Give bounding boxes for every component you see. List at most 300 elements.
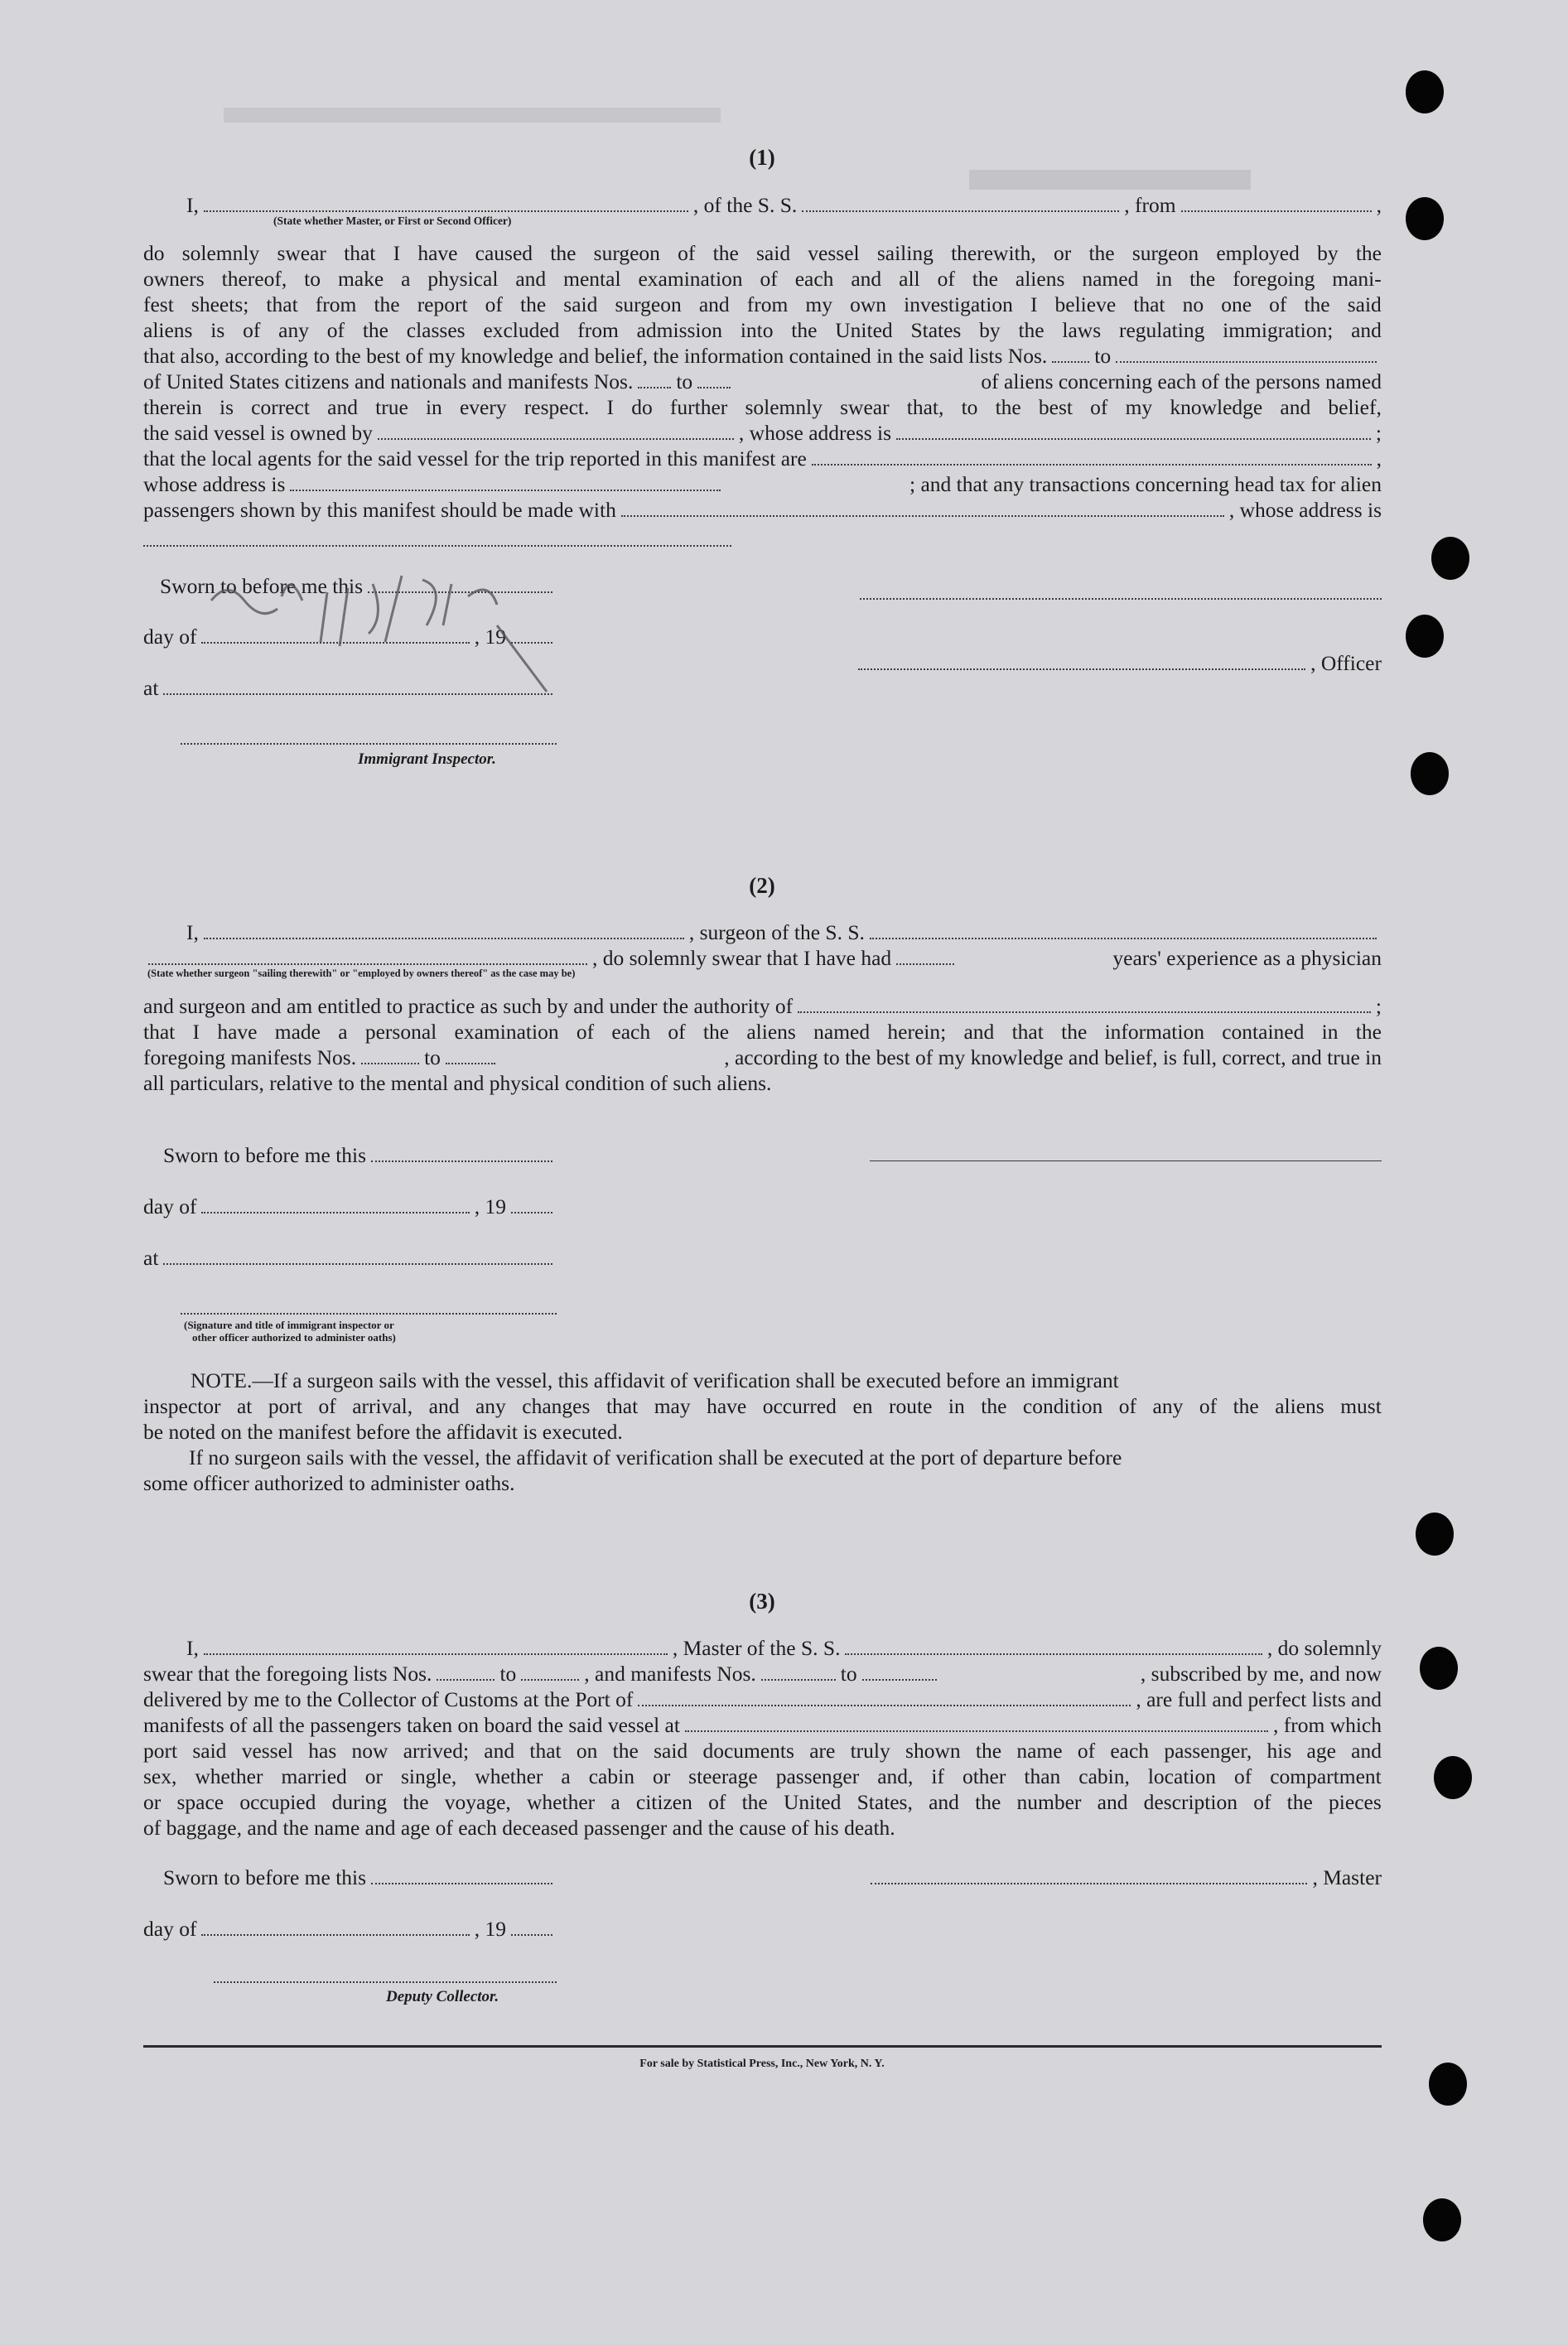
vessel-name-blank[interactable] [802,210,1119,212]
text: I, [186,920,199,944]
punch-hole [1423,2198,1461,2241]
punch-hole [1406,615,1444,658]
handwritten-signature [203,551,592,717]
text: , of the S. S. [692,193,798,217]
word: do [143,241,165,265]
word: of [937,267,955,291]
section-2-number: (2) [749,873,775,898]
word: excluded [483,318,560,342]
text: Sworn to before me this [160,574,364,598]
word: now [351,1739,388,1763]
word: the [1189,267,1216,291]
s3-sworn-date-blank[interactable] [371,1883,552,1884]
officer-signature-blank[interactable] [858,668,1305,670]
text: , from which [1272,1713,1382,1737]
word: contained [1222,1020,1305,1044]
word: of [576,1020,595,1044]
bleed-through-shadow [969,170,1251,190]
word: of [485,292,503,316]
word: from [577,318,619,342]
text: , 19 [474,1917,506,1941]
section-3-body-line [143,1764,1382,1789]
word: en [852,1394,873,1418]
word: vessel [808,241,860,265]
word: age [1306,1739,1336,1763]
word: surgeon [593,241,660,265]
surgeon-vessel-blank[interactable] [870,938,1377,939]
text: , subscribed by me, and now [1140,1662,1382,1686]
word: swear [277,241,326,265]
word: is [219,395,234,419]
word: on [576,1739,598,1763]
word: in [1321,1020,1339,1044]
word: physical [427,267,499,291]
inspector-signature-line[interactable] [181,743,557,745]
word: aliens [1275,1394,1324,1418]
word: steerage [688,1764,758,1788]
word: into [740,318,774,342]
section-1-officer [853,650,1382,676]
text: swear that the foregoing lists Nos. [143,1662,432,1686]
word: laws [1062,318,1102,342]
word: the [702,1020,730,1044]
section-2-line-5 [143,1045,1382,1070]
s3-vessel-name-blank[interactable] [845,1653,1262,1655]
signature-caption-line-2: other officer authorized to administer oaths) [192,1331,396,1344]
text: manifests of all the passengers taken on board the said vessel at [143,1713,680,1737]
word: I [1030,292,1038,316]
word: aliens [1015,267,1065,291]
word: no [1182,292,1204,316]
word: of [1118,1394,1136,1418]
word: each [611,1020,651,1044]
text: ; [1375,421,1382,445]
section-3-line-1 [186,1635,1382,1661]
word: immigration; [1223,318,1334,342]
word: vessel [241,1739,294,1763]
word: and, [877,1764,914,1788]
word: cabin [588,1764,634,1788]
word: the [975,1739,1002,1763]
surgeon-status-blank[interactable] [148,963,587,965]
s2-sworn-date-blank[interactable] [371,1160,552,1162]
word: or [1053,241,1072,265]
word: each [794,267,834,291]
word: sex, [143,1764,177,1788]
word: from [315,292,357,316]
word: that [344,241,376,265]
text: , [1376,446,1382,470]
word: occupied [239,1790,316,1814]
word: from [746,292,789,316]
section-1-number: (1) [749,145,775,170]
punch-hole [1411,752,1449,795]
master-name-blank[interactable] [204,210,688,212]
from-port-blank[interactable] [1181,210,1372,212]
word: and [515,267,547,291]
word: documents [702,1739,794,1763]
word: truly [850,1739,890,1763]
head-tax-contact-blank[interactable] [621,515,1224,517]
word: passenger [775,1764,860,1788]
text: , 19 [474,625,506,649]
section-3-line-3 [143,1686,1382,1712]
surgeon-signature-line[interactable] [870,1160,1382,1161]
word: port [268,1394,302,1418]
s2-manifests-to-blank[interactable] [446,1063,495,1064]
text: I, [186,193,199,217]
word: or [652,1764,671,1788]
word: and [484,1739,515,1763]
text: that also, according to the best of my knowledge and belief, the information contained in the said lists Nos. [143,344,1048,368]
section-1-line-8 [143,394,1382,420]
note-line: be noted on the manifest before the affidavit is executed. [143,1420,623,1444]
section-1-body-line [143,317,1382,343]
word: occurred [762,1394,837,1418]
word: fest [143,292,174,316]
word: during [331,1790,388,1814]
word: that [266,292,298,316]
word: knowledge [1170,395,1263,419]
word: said [563,292,598,316]
word: the [712,241,739,265]
punch-hole [1434,1756,1472,1799]
section-1-line-9 [143,420,1382,446]
word: all [899,267,920,291]
s2-place-blank[interactable] [163,1263,552,1265]
text: , 19 [474,1194,506,1218]
word: my [1125,395,1153,419]
text: of aliens concerning each of the persons named [981,369,1382,393]
word: examination [638,267,743,291]
s3-manifests-to-blank[interactable] [862,1679,937,1681]
word: by [1317,241,1339,265]
section-3-line-4 [143,1712,1382,1738]
word: have [217,1020,258,1044]
text: to [676,369,693,393]
word: in [1155,267,1173,291]
word: every [459,395,507,419]
text: , do solemnly [1266,1636,1382,1660]
section-3-body-line [143,1789,1382,1815]
s2-day-of-blank[interactable] [201,1212,469,1214]
word: a [401,267,411,291]
word: caused [475,241,533,265]
punch-hole [1416,1513,1454,1556]
text: to [499,1662,517,1686]
word: report [417,292,468,316]
word: each [1110,1739,1150,1763]
word: condition [1022,1394,1103,1418]
s3-master-name-blank[interactable] [204,1653,668,1655]
word: employed [1216,241,1300,265]
authority-blank[interactable] [798,1011,1371,1013]
word: the [1355,1020,1382,1044]
signature-caption-line-1: (Signature and title of immigrant inspector or [184,1319,394,1331]
text: the said vessel is owned by [143,421,373,445]
text: , do solemnly swear that I have had [592,946,892,970]
word: or [143,1790,162,1814]
local-agents-blank[interactable] [812,464,1372,466]
word: a [338,1020,348,1044]
word: herein; [887,1020,947,1044]
lists-from-blank[interactable] [1052,361,1089,363]
word: of [1090,395,1108,419]
word: said [654,1739,688,1763]
word: that [605,1394,639,1418]
word: of [1077,1739,1096,1763]
word: further [669,395,728,419]
text: to [1094,344,1112,368]
word: believe [1054,292,1117,316]
word: solemnly [745,395,823,419]
section-2-line-3 [143,993,1382,1019]
word: have [707,1394,747,1418]
word: cabin, [1078,1764,1130,1788]
word: are [809,1739,836,1763]
word: States [910,318,962,342]
section-1-line-10 [143,446,1382,471]
word: belief, [1328,395,1382,419]
text: , surgeon of the S. S. [688,920,865,944]
section-1-line-12 [143,497,1382,523]
text: , are full and perfect lists and [1136,1687,1382,1711]
word: whether [475,1764,543,1788]
word: the [1061,1020,1088,1044]
word: the [403,1790,429,1814]
section-2-line-4 [143,1019,1382,1045]
word: arrival, [352,1394,413,1418]
word: the [1355,241,1382,265]
section-1-body-line [143,240,1382,266]
word: other [962,1764,1006,1788]
word: sailing [876,241,934,265]
word: of [326,318,345,342]
word: any [1152,1394,1184,1418]
word: citizen [635,1790,692,1814]
word: said [756,241,791,265]
text: day of [143,1194,197,1218]
word: correct [251,395,310,419]
word: that, [906,395,944,419]
word: and [327,395,358,419]
text: delivered by me to the Collector of Customs at the Port of [143,1687,634,1711]
word: foregoing [1233,267,1315,291]
word: aliens [143,318,193,342]
word: said [192,1739,227,1763]
word: information [1104,1020,1204,1044]
text: foregoing manifests Nos. [143,1045,357,1069]
punch-hole [1431,537,1469,580]
text: of United States citizens and nationals and manifests Nos. [143,369,634,393]
word: that [1011,1020,1044,1044]
section-2-sworn [163,1142,557,1168]
word: and [929,1790,959,1814]
word: therewith, [951,241,1036,265]
word: mental [563,267,621,291]
word: may [654,1394,691,1418]
owner-blank[interactable] [378,438,734,440]
owner-address-blank[interactable] [896,438,1371,440]
word: the [975,1790,1001,1814]
section-3-body-line [143,1738,1382,1764]
word: admission [636,318,723,342]
word: and [1280,395,1311,419]
manifests-to-blank[interactable] [697,387,731,388]
text: , and manifests Nos. [584,1662,756,1686]
master-subcaption: (State whether Master, or First or Second Officer) [273,215,512,227]
text: ; [1375,994,1382,1018]
surgeon-subcaption: (State whether surgeon "sailing therewith" or "employed by owners thereof" as the case may be) [147,967,576,979]
word: has [308,1739,337,1763]
word: that [143,1020,176,1044]
word: name [1016,1739,1063,1763]
s3-year-blank[interactable] [511,1934,552,1936]
word: States, [856,1790,913,1814]
word: space [176,1790,224,1814]
s3-embark-port-blank[interactable] [685,1730,1268,1732]
text: Sworn to before me this [163,1143,367,1167]
text: at [143,1246,159,1270]
s2-inspector-signature-line[interactable] [181,1313,557,1315]
text: years' experience as a physician [1112,946,1382,970]
word: if [931,1764,944,1788]
word: is [210,318,225,342]
word: of [1269,292,1287,316]
section-3-day-of [143,1916,557,1942]
note-line [191,1368,1382,1393]
word: my [805,292,832,316]
word: location [1147,1764,1216,1788]
word: the [1233,1394,1259,1418]
word: a [610,1790,620,1814]
word: single, [401,1764,457,1788]
years-experience-blank[interactable] [896,963,954,965]
word: aliens [746,1020,796,1044]
immigrant-inspector-caption: Immigrant Inspector. [358,750,496,768]
s2-manifests-from-blank[interactable] [361,1063,419,1064]
s3-port-blank[interactable] [638,1705,1131,1706]
section-1-line-11 [143,471,1382,497]
punch-hole [1420,1647,1458,1690]
word: regulating [1118,318,1205,342]
word: examination [454,1020,559,1044]
word: the [972,267,998,291]
word: do [631,395,653,419]
section-2-line-6: all particulars, relative to the mental and physical condition of such aliens. [143,1071,772,1095]
note-line: some officer authorized to administer oaths. [143,1471,515,1495]
word: shown [905,1739,961,1763]
word: of [1253,1790,1271,1814]
word: at [236,1394,253,1418]
agents-address-blank[interactable] [290,490,721,491]
master-signature-line[interactable] [860,598,1382,600]
word: the [981,1394,1007,1418]
section-1-line-7 [143,369,1382,394]
word: and [1351,318,1382,342]
word: arrived; [403,1739,470,1763]
word: one [1221,292,1252,316]
text: I, [186,1636,199,1660]
word: own [850,292,887,316]
word: the [374,292,400,316]
word: said [1347,292,1382,316]
word: respect. [523,395,590,419]
s3-lists-to-blank[interactable] [521,1679,579,1681]
note-line [143,1393,1382,1419]
s3-manifests-from-blank[interactable] [761,1679,836,1681]
text: Sworn to before me this [163,1865,367,1889]
word: to [961,395,978,419]
section-1-line-6 [143,343,1382,369]
word: and [698,292,730,316]
word: the [791,318,818,342]
word: best [1038,395,1073,419]
s3-day-of-blank[interactable] [201,1934,469,1936]
text: , from [1124,193,1176,217]
word: any [475,1394,506,1418]
text: to [424,1045,441,1069]
word: named [1082,267,1139,291]
word: in [948,1394,965,1418]
word: in [425,395,442,419]
section-3-line-2 [143,1661,1382,1686]
word: owners [143,267,205,291]
word: that [1133,292,1165,316]
word: and [963,1020,995,1044]
word: United [835,318,893,342]
text: whose address is [143,472,286,496]
text: at [143,676,159,700]
word: the [520,292,547,316]
punch-hole [1406,197,1444,240]
word: the [1088,241,1115,265]
word: number [1016,1790,1082,1814]
word: of [678,241,696,265]
lists-to-blank[interactable] [1116,361,1377,363]
word: the [741,1790,768,1814]
section-3-sworn [163,1865,557,1890]
text: day of [143,1917,197,1941]
collector-signature-line[interactable] [214,1981,557,1983]
word: surgeon [1131,241,1199,265]
text: If no surgeon sails with the vessel, the affidavit of verification shall be executed at the port of departure before [189,1445,1122,1469]
word: passenger, [1164,1739,1252,1763]
word: the [550,241,577,265]
text: that the local agents for the said vessel for the trip reported in this manifest are [143,446,807,470]
section-3-number: (3) [749,1589,775,1614]
word: that [529,1739,562,1763]
surgeon-name-blank[interactable] [204,938,684,939]
text: day of [143,625,197,649]
word: must [1340,1394,1382,1418]
word: description [1143,1790,1238,1814]
word: United [783,1790,842,1814]
word: the [1018,318,1045,342]
s3-master-signature-blank[interactable] [871,1883,1307,1884]
word: personal [364,1020,437,1044]
footer-rule [143,2045,1382,2048]
s2-year-blank[interactable] [511,1212,552,1214]
manifests-from-blank[interactable] [638,387,671,388]
word: the [995,395,1021,419]
word: mani- [1332,267,1382,291]
word: by [979,318,1001,342]
s3-lists-from-blank[interactable] [437,1679,495,1681]
word: classes [406,318,466,342]
word: and [1097,1790,1128,1814]
head-tax-address-blank[interactable] [143,545,731,547]
